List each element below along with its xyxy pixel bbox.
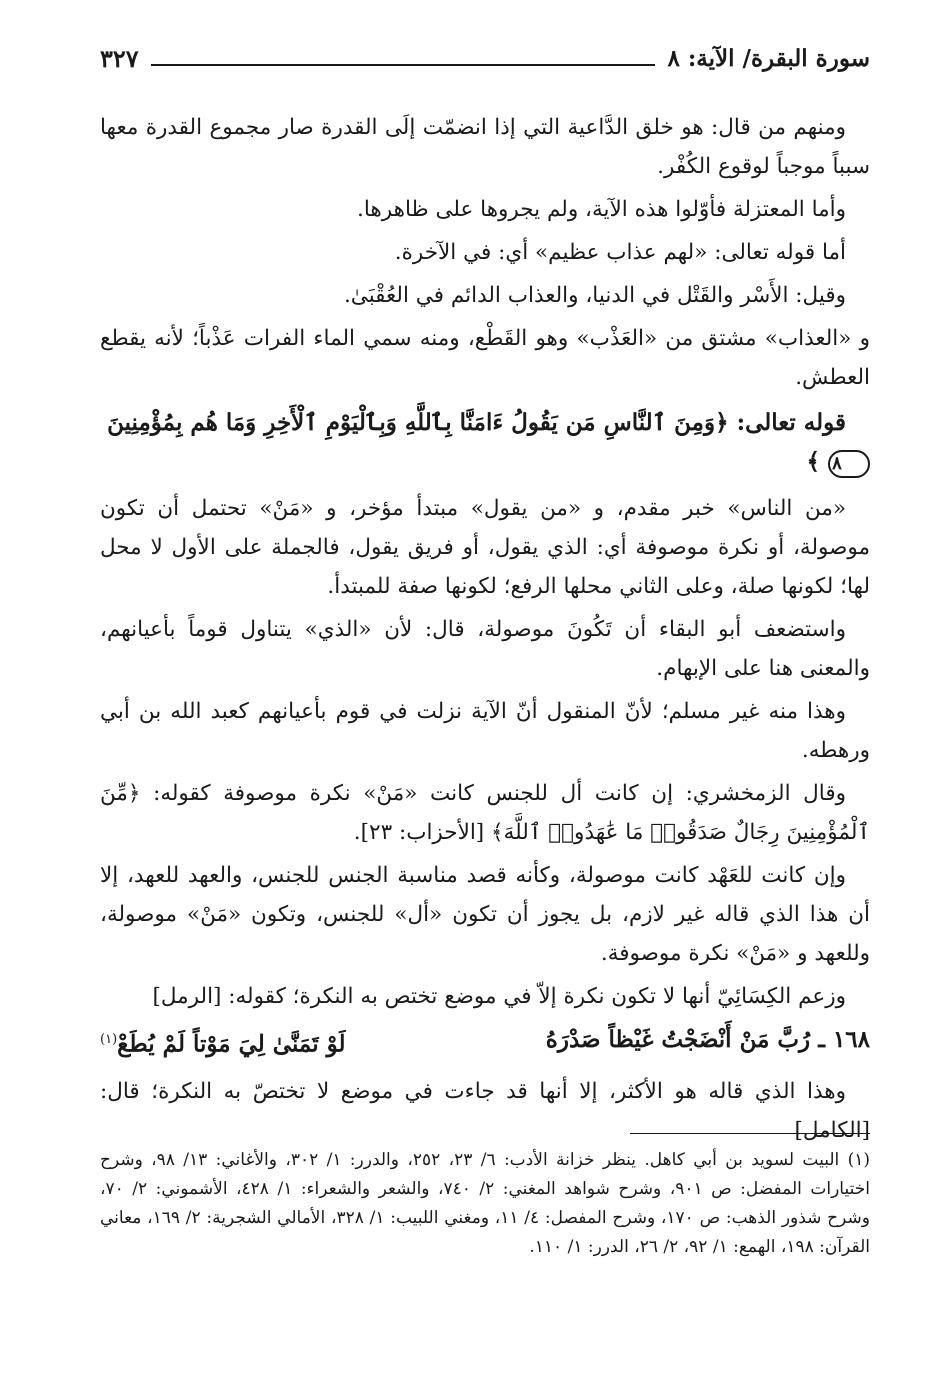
poem-hemistich-2: لَوْ تَمَنَّىٰ لِيَ مَوْتاً لَمْ يُطَعْ xyxy=(117,1030,346,1058)
paragraph: ومنهم من قال: هو خلق الدَّاعية التي إذا انضمّت إلَى القدرة صار مجموع القدرة معها سبباً موجباً لوقوع الكُفْر. xyxy=(100,115,870,179)
paragraph: «من الناس» خبر مقدم، و «من يقول» مبتدأ مؤخر، و «مَنْ» تحتمل أن تكون موصولة، أو نكرة موصوفة أي: الذي يقول، أو فريق يقول، فالجملة على الأول لا محل لها؛ لكونها صلة، وعلى الثاني محلها الرفع؛ لكونها صفة للمبتدأ. xyxy=(100,496,870,599)
verse-intro: قوله تعالى: xyxy=(736,409,846,436)
paragraph: و «العذاب» مشتق من «العَذْب» وهو القَطْع، ومنه سمي الماء الفرات عَذْباً؛ لأنه يقطع العطش. xyxy=(100,326,870,390)
ayah-number-marker: ٨ xyxy=(828,450,870,478)
paragraph: وقيل: الأَسْر والقَتْل في الدنيا، والعذاب الدائم في العُقْبَىٰ. xyxy=(343,283,846,308)
paragraph: وهذا منه غير مسلم؛ لأنّ المنقول أنّ الآية نزلت في قوم بأعيانهم كعبد الله بن أبي ورهطه. xyxy=(100,699,870,763)
paragraph: واستضعف أبو البقاء أن تَكُونَ موصولة، قال: لأن «الذي» يتناول قوماً بأعيانهم، والمعنى هنا على الإبهام. xyxy=(100,617,870,681)
quran-verse xyxy=(100,403,870,481)
footnote-separator xyxy=(630,1133,870,1134)
footnotes xyxy=(100,1146,870,1262)
paragraph: وقال الزمخشري: إن كانت أل للجنس كانت «مَنْ» نكرة موصوفة كقوله: ﴿مِّنَ ٱلْمُؤْمِنِينَ رِجَالٌ صَدَقُوا۟ مَا عَٰهَدُوا۟ ٱللَّهَ﴾ [الأحزاب: ٢٣]. xyxy=(100,781,870,845)
poem-hemistich-1: رُبَّ مَنْ أَنْضَجْتُ غَيْظاً صَدْرَهُ xyxy=(545,1026,811,1053)
running-header xyxy=(100,38,870,78)
poem-second-half xyxy=(100,1020,346,1064)
verse-text: ﴿وَمِنَ ٱلنَّاسِ مَن يَقُولُ ءَامَنَّا بِٱللَّهِ وَبِٱلْيَوْمِ ٱلْأَخِرِ وَمَا هُم بِمُؤْمِنِينَ xyxy=(107,409,729,436)
poem-first-half xyxy=(546,1020,870,1064)
paragraph: وهذا الذي قاله هو الأكثر، إلا أنها قد جاءت في موضع لا تختصّ به النكرة؛ قال: [الكامل] xyxy=(100,1078,870,1143)
header-rule xyxy=(151,64,656,66)
paragraph: أما قوله تعالى: «لهم عذاب عظيم» أي: في الآخرة. xyxy=(394,240,846,265)
poem-verse xyxy=(100,1020,870,1064)
main-text xyxy=(100,108,870,1154)
footnote-ref: (١) xyxy=(100,1032,118,1047)
paragraph: وأما المعتزلة فأوّلوا هذه الآية، ولم يجروها على ظاهرها. xyxy=(357,197,846,222)
page-number: ٣٢٧ xyxy=(100,43,139,73)
paragraph: وزعم الكِسَائِيّ أنها لا تكون نكرة إلاّ في موضع تختص به النكرة؛ كقوله: [الرمل] xyxy=(152,984,846,1009)
surah-title: سورة البقرة/ الآية: ٨ xyxy=(667,44,870,72)
verse-close: ﴾ xyxy=(806,448,820,475)
paragraph: وإن كانت للعَهْد كانت موصولة، وكأنه قصد مناسبة الجنس للجنس، والعهد للعهد، إلا أن هذا الذي قاله غير لازم، بل يجوز أن تكون «أل» للجنس، وتكون «مَنْ» موصولة، وللعهد و «مَنْ» نكرة موصوفة. xyxy=(100,863,870,966)
footnote-text: (١) البيت لسويد بن أبي كاهل. ينظر خزانة الأدب: ٦/ ٢٣، ٢٥٢، والدرر: ١/ ٣٠٢، والأغاني: ١٣/ ٩٨، وشرح اختيارات المفضل: ص ٩٠١، وشرح شواهد المغني: ٢/ ٧٤٠، والشعر والشعراء: ١/ ٤٢٨، الأشموني: ٢/ ٧٠، وشرح شذور الذهب: ص ١٧٠، وشرح المفصل: ٤/ ١١، ومغني اللبيب: ١/ ٣٢٨، الأمالي الشجرية: ٢/ ١٦٩، معاني القرآن: ١٩٨، الهمع: ١/ ٩٢، ٢/ ٢٦، الدرر: ١/ ١١٠. xyxy=(100,1150,871,1257)
poem-number: ١٦٨ ـ xyxy=(818,1026,870,1053)
